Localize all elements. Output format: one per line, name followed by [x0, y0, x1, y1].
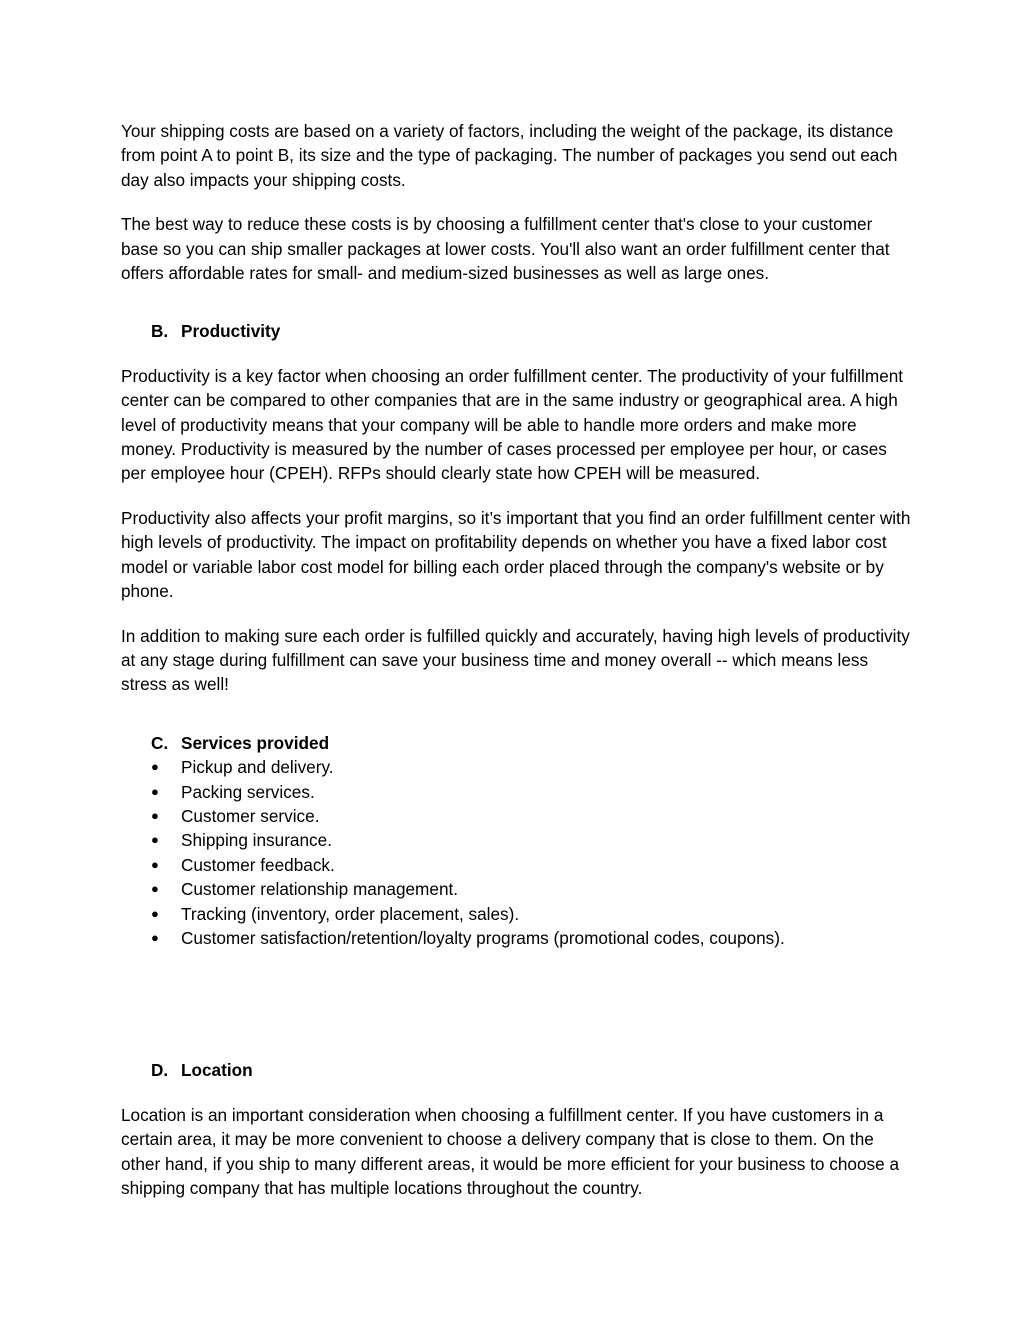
- bullet-icon: ●: [151, 832, 159, 848]
- section-d-title: Location: [181, 1060, 253, 1081]
- bullet-icon: ●: [151, 905, 159, 921]
- bullet-icon: ●: [151, 783, 159, 799]
- section-c-heading: [121, 731, 911, 755]
- intro-paragraph-2: The best way to reduce these costs is by choosing a fulfillment center that's close to your customer base so you can ship smaller packages at lower costs. You'll also want an order fulfillment center that offers affordable rates for small- and medium-sized businesses as well as large ones.: [121, 214, 890, 284]
- list-item-text: Customer service.: [181, 805, 320, 826]
- list-item: [121, 853, 911, 877]
- list-item-text: Customer relationship management.: [181, 879, 459, 900]
- bullet-icon: ●: [151, 881, 159, 897]
- section-b-paragraph-2: Productivity also affects your profit margins, so it’s important that you find an order fulfillment center with high levels of productivity. The impact on profitability depends on whether you have a fixed labor cost model or variable labor cost model for billing each order placed through the company's website or by phone.: [121, 507, 911, 602]
- list-item-text: Shipping insurance.: [181, 830, 332, 851]
- bullet-icon: ●: [151, 759, 159, 775]
- section-b-title: Productivity: [181, 321, 281, 342]
- list-item: [121, 755, 911, 779]
- services-list: [121, 755, 911, 950]
- list-item: [121, 902, 911, 926]
- document-page: [121, 119, 911, 1220]
- section-b-heading: [121, 319, 911, 343]
- section-d-heading: [121, 1058, 911, 1082]
- intro-paragraph-1: Your shipping costs are based on a variety of factors, including the weight of the package, its distance from point A to point B, its size and the type of packaging. The number of packages you send out each day also impacts your shipping costs.: [121, 121, 898, 190]
- bullet-icon: ●: [151, 929, 159, 945]
- bullet-icon: ●: [151, 856, 159, 872]
- list-item-text: Tracking (inventory, order placement, sales).: [181, 903, 520, 924]
- section-d-paragraph-1: Location is an important consideration when choosing a fulfillment center. If you have customers in a certain area, it may be more convenient to choose a delivery company that is close to them. On the other hand, if you ship to many different areas, it would be more efficient for your business to choose a shipping company that has multiple locations throughout the country.: [121, 1104, 900, 1198]
- list-item-text: Customer satisfaction/retention/loyalty programs (promotional codes, coupons).: [181, 927, 785, 948]
- section-c-title: Services provided: [181, 732, 330, 753]
- section-c-marker: C.: [151, 732, 169, 753]
- list-item: [121, 804, 911, 828]
- list-item-text: Customer feedback.: [181, 854, 335, 875]
- section-d-marker: D.: [151, 1060, 169, 1081]
- list-item-text: Packing services.: [181, 781, 315, 802]
- blank-space: [121, 950, 911, 1024]
- section-b-marker: B.: [151, 321, 169, 342]
- list-item: [121, 926, 911, 950]
- section-b-paragraph-1: Productivity is a key factor when choosing an order fulfillment center. The productivity of your fulfillment center can be compared to other companies that are in the same industry or geographical area. A high level of productivity means that your company will be able to handle more orders and make more money. Productivity is measured by the number of cases processed per employee per hour, or cases per employee hour (CPEH). RFPs should clearly state how CPEH will be measured.: [121, 365, 904, 484]
- list-item: [121, 780, 911, 804]
- list-item: [121, 877, 911, 901]
- section-b-paragraph-3: In addition to making sure each order is fulfilled quickly and accurately, having high levels of productivity at any stage during fulfillment can save your business time and money overall -- which means less stress as well!: [121, 625, 910, 695]
- list-item-text: Pickup and delivery.: [181, 757, 334, 778]
- bullet-icon: ●: [151, 807, 159, 823]
- list-item: [121, 828, 911, 852]
